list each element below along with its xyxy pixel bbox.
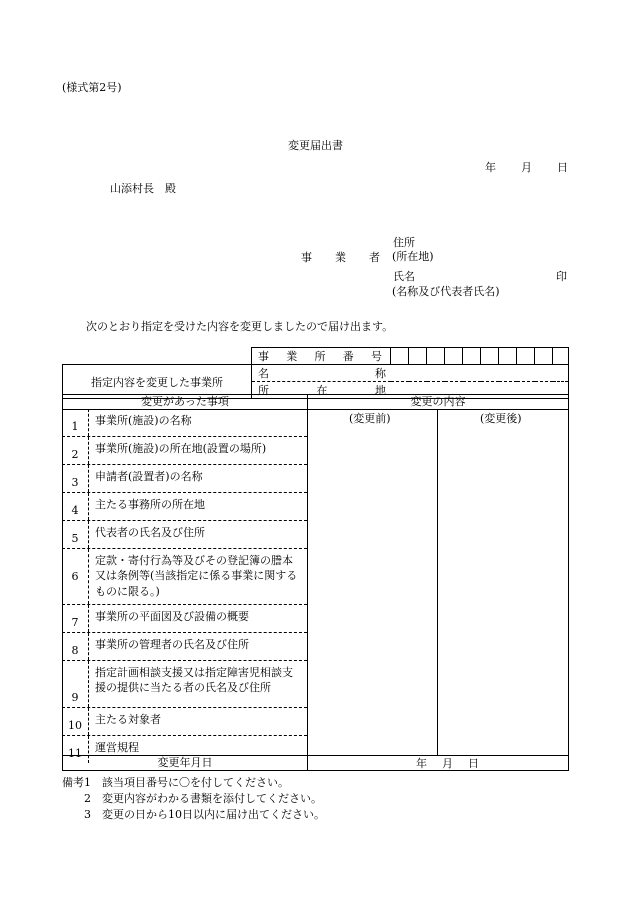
office-number-digit[interactable] (499, 348, 517, 365)
office-number-char-1: 事 (258, 350, 269, 363)
list-item[interactable] (62, 409, 307, 437)
changed-items-header: 変更があった事項 (141, 395, 229, 408)
item-number: 7 (62, 605, 89, 632)
office-info-table (62, 347, 569, 399)
list-item[interactable] (62, 549, 307, 605)
change-before-area[interactable] (308, 425, 437, 755)
address-sub-label: (所在地) (392, 250, 434, 263)
item-number: 3 (62, 465, 89, 492)
name-label: 氏名 (393, 270, 415, 283)
page-title: 変更届出書 (288, 139, 343, 152)
item-text: 申請者(設置者)の名称 (95, 470, 203, 483)
item-text: 主たる対象者 (95, 713, 161, 726)
office-number-digit[interactable] (445, 348, 463, 365)
office-address-char-3: 地 (375, 384, 386, 397)
office-number-digit[interactable] (517, 348, 535, 365)
item-number: 9 (62, 661, 89, 707)
list-item[interactable] (62, 437, 307, 465)
name-sub-label: (名称及び代表者氏名) (392, 285, 500, 298)
office-number-char-2: 業 (286, 350, 298, 363)
date-month: 月 (521, 161, 532, 174)
item-number: 6 (62, 549, 89, 604)
seal-mark: 印 (556, 270, 567, 283)
list-item[interactable] (62, 708, 307, 736)
item-text: 事業所の管理者の氏名及び住所 (95, 638, 249, 651)
list-item[interactable] (62, 465, 307, 493)
item-text: 主たる事務所の所在地 (95, 498, 205, 511)
office-number-char-4: 番 (342, 350, 354, 363)
office-number-digit[interactable] (427, 348, 445, 365)
list-item[interactable] (62, 736, 307, 763)
office-number-digit[interactable] (553, 348, 569, 365)
applicant-label-2: 業 (335, 251, 346, 264)
change-date-day: 日 (468, 757, 479, 770)
office-name-char-2: 称 (375, 367, 386, 380)
list-item[interactable] (62, 633, 307, 661)
office-number-char-5: 号 (371, 350, 382, 363)
item-text: 定款・寄付行為等及びその登記簿の謄本又は条例等(当該指定に係る事業に関するものに限る。) (95, 554, 298, 598)
date-day: 日 (557, 161, 568, 174)
office-number-digit[interactable] (481, 348, 499, 365)
change-after-area[interactable] (438, 425, 568, 755)
office-number-char-3: 所 (314, 350, 326, 363)
note-1: 備考1 該当項目番号に〇を付してください。 (62, 776, 289, 789)
item-text: 事業所(施設)の名称 (95, 414, 192, 427)
note-3: 3 変更の日から10日以内に届け出てください。 (62, 807, 325, 821)
change-date-month: 月 (442, 757, 453, 770)
item-text: 代表者の氏名及び住所 (95, 526, 205, 539)
list-item[interactable] (62, 661, 307, 708)
list-item[interactable] (62, 605, 307, 633)
notes (62, 775, 325, 823)
list-item[interactable] (62, 521, 307, 549)
office-address-char-2: 在 (316, 384, 328, 397)
change-date-field[interactable] (308, 756, 568, 770)
office-address-char-1: 所 (258, 384, 269, 397)
item-number: 8 (62, 633, 89, 660)
intro-text: 次のとおり指定を受けた内容を変更しましたので届け出ます。 (86, 320, 394, 333)
office-name-cell[interactable] (252, 365, 569, 382)
change-date-label: 変更年月日 (157, 756, 213, 769)
changed-items-list (62, 409, 307, 763)
item-number: 2 (62, 437, 89, 464)
office-number-label-cell (252, 348, 391, 365)
item-text: 事業所(施設)の所在地(設置の場所) (95, 442, 267, 455)
address-label: 住所 (393, 236, 415, 249)
item-text: 指定計画相談支援又は指定障害児相談支援の提供に当たる者の氏名及び住所 (95, 666, 293, 695)
office-number-digit[interactable] (535, 348, 553, 365)
date-year: 年 (485, 161, 496, 174)
item-number: 10 (62, 708, 89, 735)
note-2: 2 変更内容がわかる書類を添付してください。 (62, 791, 322, 805)
item-number: 4 (62, 493, 89, 520)
item-number: 1 (62, 409, 89, 436)
form-number: (様式第2号) (62, 81, 122, 94)
change-content-header: 変更の内容 (410, 395, 466, 408)
item-text: 事業所の平面図及び設備の概要 (95, 610, 249, 623)
item-number: 11 (62, 736, 89, 763)
addressee: 山添村長 殿 (110, 182, 176, 195)
item-number: 5 (62, 521, 89, 548)
change-date-year: 年 (416, 757, 427, 770)
office-number-digit[interactable] (409, 348, 427, 365)
office-number-digit[interactable] (463, 348, 481, 365)
applicant-label-3: 者 (369, 251, 380, 264)
item-text: 運営規程 (95, 741, 139, 754)
office-name-char-1: 名 (258, 367, 269, 380)
office-number-digit[interactable] (391, 348, 409, 365)
before-label: (変更前) (349, 412, 391, 425)
list-item[interactable] (62, 493, 307, 521)
office-label: 指定内容を変更した事業所 (91, 375, 223, 389)
applicant-label-1: 事 (301, 251, 312, 264)
after-label: (変更後) (480, 412, 522, 425)
